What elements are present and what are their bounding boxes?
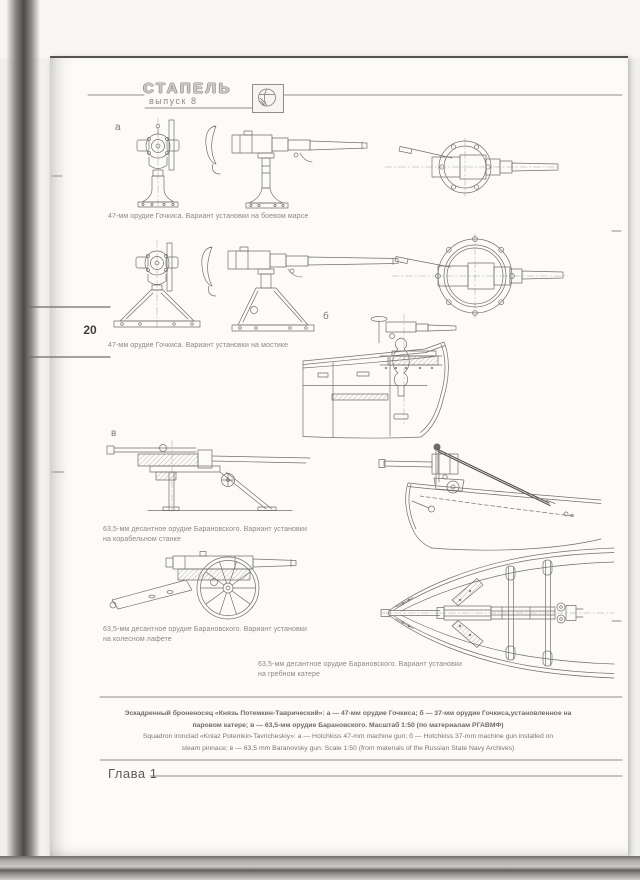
- caption-bridge: [108, 341, 288, 351]
- caption-line: на колесном лафете: [103, 635, 172, 643]
- caption-ship-mount: [103, 525, 307, 544]
- figure-caption-block: [100, 708, 596, 754]
- caption-rowing-boat: [258, 660, 462, 679]
- caption-line: 63,5-мм десантное орудие Барановского. Вариант установки: [103, 626, 308, 633]
- caption-line: 47-мм орудие Гочкиса. Вариант установки на боевом марсе: [108, 213, 309, 220]
- stapel-logo-icon: [253, 85, 281, 110]
- figure-caption-en-line2: steam pinnace; в — 63,5 mm Baranovsky gun. Scale 1:50 (from materials of the Russian State Navy Archives): [181, 744, 515, 752]
- caption-line: на корабельном станке: [103, 535, 181, 543]
- figure-label-b: б: [323, 311, 329, 322]
- figure-label-a: а: [115, 122, 121, 133]
- scan-bottom-edge: [0, 856, 640, 880]
- masthead-title: СТАПЕЛЬ: [143, 80, 232, 97]
- caption-line: на гребном катере: [258, 670, 320, 678]
- scan-top-area: [0, 0, 640, 58]
- caption-line: 63,5-мм десантное орудие Барановского. Вариант установки: [103, 526, 308, 533]
- masthead-logo-box: [252, 84, 284, 113]
- figure-caption-en-line1: Squadron ironclad «Kniaz Potemkin-Tavricheskiy»: а — Hotchkiss 47-mm machine gun; б — Hotchkiss 37-mm machine gun installed on: [142, 733, 554, 740]
- caption-mars: [108, 212, 308, 222]
- figure-caption-ru-line1: Эскадренный броненосец «Князь Потемкин-Таврический»: а — 47-мм орудие Гочкиса; б — 37-мм орудие Гочкиса,установленное на: [124, 710, 572, 717]
- caption-wheeled: [103, 625, 307, 644]
- figure-label-v: в: [111, 428, 117, 439]
- chapter-title: Глава 1: [108, 766, 158, 781]
- page-number: 20: [83, 323, 97, 337]
- masthead-issue: выпуск 8: [149, 96, 198, 106]
- caption-line: 63,5-мм десантное орудие Барановского. Вариант установки: [258, 661, 463, 668]
- scan-gutter-shadow: [6, 0, 40, 880]
- figure-caption-ru-line2: паровом катере; в — 63,5-мм орудие Барановского. Масштаб 1:50 (по материалам РГАВМФ): [192, 721, 504, 729]
- caption-line: 47-мм орудие Гочкиса. Вариант установки на мостике: [108, 342, 289, 349]
